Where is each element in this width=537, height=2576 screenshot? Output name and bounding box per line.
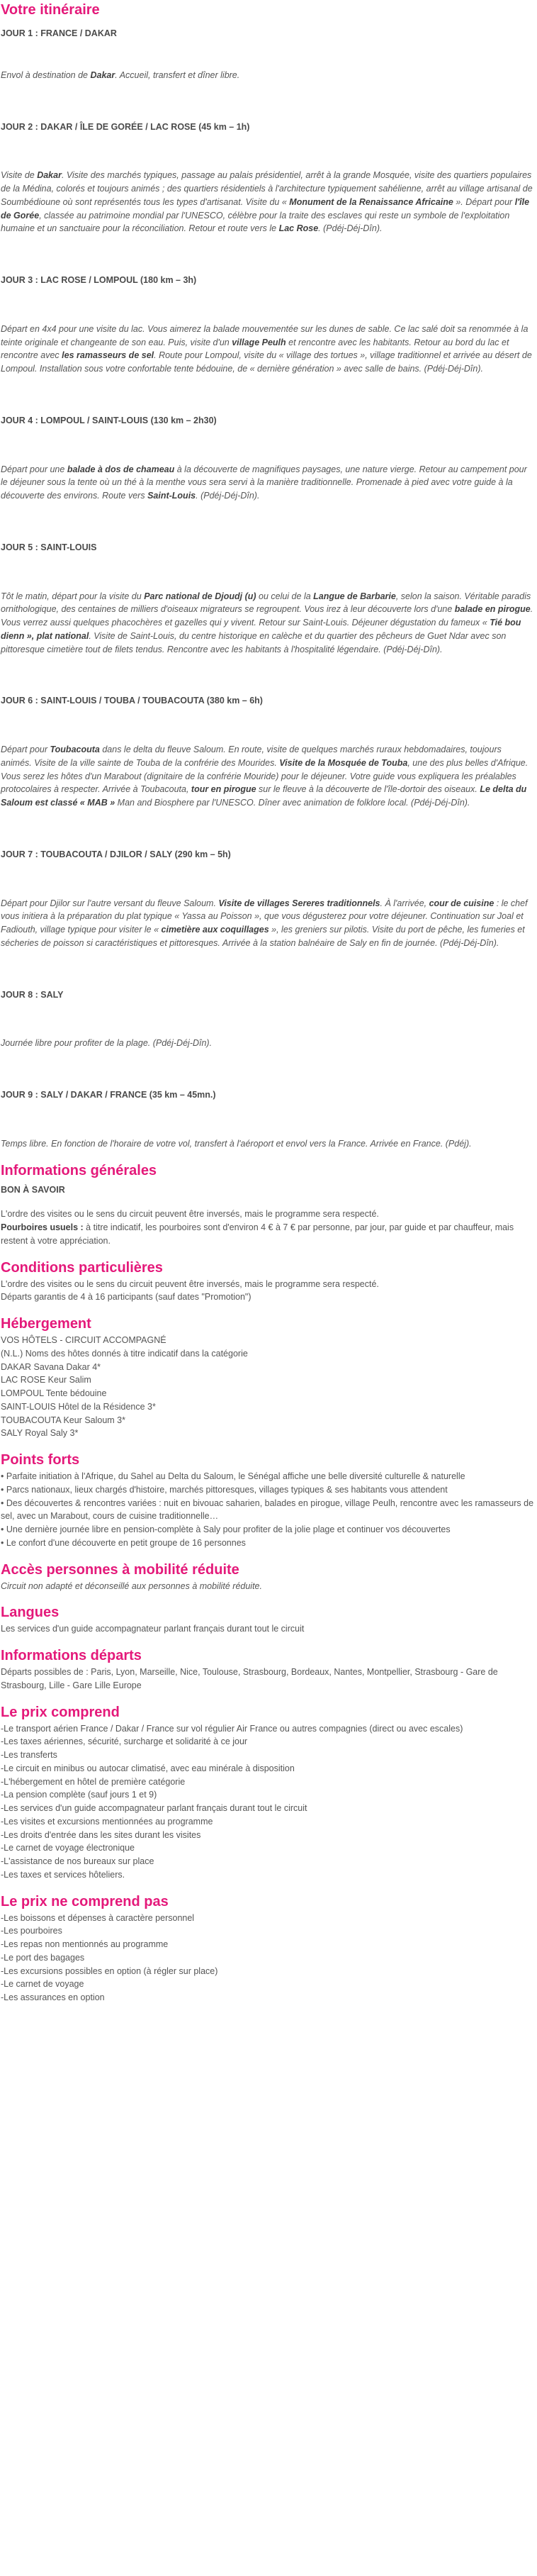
highlight-text: Parfaite initiation à l'Afrique, du Sahel au Delta du Saloum, le Sénégal affiche une belle diversité culturelle & naturelle [6,1471,465,1481]
day-text-highlight: cimetière aux coquillages [161,925,269,935]
price-excludes-line: -Les boissons et dépenses à caractère personnel [1,1912,195,1923]
highlight-item [1,1523,534,1537]
highlight-text: Des découvertes & rencontres variées : nuit en bivouac saharien, balades en pirogue, village Peulh, rencontre avec les ramasseurs de sel, avec un Marabout, cours de cuisine traditionnelle… [1,1498,534,1522]
day-description [1,463,534,503]
day-text-run: . (Pdéj-Déj-Dîn). [318,223,383,234]
itinerary-days [1,20,534,1151]
access-title: Accès personnes à mobilité réduite [1,1561,239,1578]
day-spacer [1,43,534,69]
day-title: JOUR 5 : SAINT-LOUIS [1,542,97,552]
day-text-run: à la découverte de magnifiques paysages, une nature vierge. Retour au campement pour le déjeuner sous la tente où un thé à la menthe vous sera servi à la manière traditionnelle. Promenade à pied avec votre guide à la découverte des environs. Route vers [1,464,527,501]
day-separator [1,503,534,541]
general-info-title: Informations générales [1,1162,157,1178]
day-text-run: dans le delta du fleuve Saloum. En route, visite de quelques marchés ruraux hebdomadaires, toujours animés. Visite de la ville sainte de Touba de la confrérie des Mourides. [1,745,502,768]
highlight-item [1,1483,534,1497]
price-excludes-line: -Les assurances en option [1,1992,105,2002]
day-text-highlight: Monument de la Renaissance Africaine [289,196,453,207]
tips-text: à titre indicatif, les pourboires sont d'environ 4 € à 7 € par personne, par jour, par guide et par chauffeur, mais restent à votre appréciation. [1,1222,514,1246]
day-text-highlight: balade en pirogue [454,604,531,615]
day-text-highlight: Visite de la Mosquée de Touba [279,757,408,768]
price-includes-title: Le prix comprend [1,1704,120,1720]
bullet-icon: • [1,1524,6,1534]
day-text-run: . (Pdéj-Déj-Dîn). [196,491,260,501]
price-includes-line: -Le circuit en minibus ou autocar climatisé, avec eau minérale à disposition [1,1763,295,1773]
day-title: JOUR 9 : SALY / DAKAR / FRANCE (35 km – 45mn.) [1,1090,216,1100]
day-text-run: Journée libre pour profiter de la plage. (Pdéj-Déj-Dîn). [1,1038,213,1049]
day-separator [1,82,534,121]
day-separator [1,950,534,988]
day-text-run: Départ pour [1,745,50,754]
bullet-icon: • [1,1537,6,1548]
day-text-run: . Vous verrez aussi quelques phacochères et gazelles qui y vivent. Retour sur Saint-Louis. Déjeuner dégustation du fameux « [1,604,533,628]
day-spacer [1,430,534,463]
day-text-run: . Accueil, transfert et dîner libre. [115,69,240,80]
day-description [1,897,534,950]
price-includes-line: -La pension complète (sauf jours 1 et 9) [1,1790,157,1800]
day-separator [1,235,534,274]
bullet-icon: • [1,1498,6,1508]
lodging-line: (N.L.) Noms des hôtes donnés à titre indicatif dans la catégorie [1,1348,248,1359]
day-text-run: Départ en 4x4 pour une visite du lac. Vous aimerez la balade mouvementée sur les dunes de sable. Ce lac salé doit sa renommée à la teinte originale et changeante de son eau. Puis, visite d'un [1,323,528,347]
day-text-highlight: l'île de Gorée [1,196,530,221]
day-text-run: , selon la saison. Véritable paradis ornithologique, des centaines de milliers d'oiseaux migrateurs se regroupent. Vous irez à leur découverte lors d'une [1,591,531,615]
itinerary-day [1,274,534,414]
day-text-run: Temps libre. En fonction de l'horaire de votre vol, transfert à l'aéroport et envol vers la France. Arrivée en France. (Pdéj). [1,1138,472,1149]
itinerary-day [1,541,534,695]
price-includes-line: -Les droits d'entrée dans les sites durant les visites [1,1829,201,1840]
price-includes-line: -Les taxes et services hôteliers. [1,1869,125,1880]
day-text-highlight: Langue de Barbarie [313,591,396,601]
day-title: JOUR 6 : SAINT-LOUIS / TOUBA / TOUBACOUTA (380 km – 6h) [1,696,263,706]
lodging-title: Hébergement [1,1316,91,1332]
day-spacer [1,136,534,169]
lodging-list [1,1334,534,1440]
conditions-line: Départs garantis de 4 à 16 participants (sauf dates "Promotion") [1,1292,251,1303]
day-text-highlight: tour en pirogue [191,784,256,795]
day-text-run: ». Départ pour [453,196,515,207]
day-title: JOUR 4 : LOMPOUL / SAINT-LOUIS (130 km – 2h30) [1,415,217,425]
lodging-line: VOS HÔTELS - CIRCUIT ACCOMPAGNÉ [1,1335,166,1345]
day-separator [1,656,534,694]
access-text: Circuit non adapté et déconseillé aux personnes à mobilité réduite. [1,1580,262,1591]
price-excludes-line: -Les repas non mentionnés au programme [1,1939,169,1949]
day-text-highlight: les ramasseurs de sel [62,350,154,361]
day-text-run: , une des plus belles d'Afrique. Vous serez les hôtes d'un Marabout (dignitaire de la confrérie Mouride) pour le déjeuner. Votre guide vous expliquera les préalables protocolaires à respecter. Arrivée à Toubacouta, [1,757,528,795]
bullet-icon: • [1,1484,6,1495]
day-text-run: sur le fleuve à la découverte de l'île-dortoir des oiseaux. [256,784,480,795]
day-description [1,1037,534,1050]
general-info-order-text: L'ordre des visites ou le sens du circuit peuvent être inversés, mais le programme sera respecté. [1,1209,379,1220]
day-text-run: . Visite des marchés typiques, passage au palais présidentiel, arrêt à la grande Mosquée, visite des quartiers populaires de la Médina, colorés et toujours animés ; des quartiers résidentiels à l'architecture typiquement sahélienne, arrêt au village artisanal de Soumbédioune où sont représentés tous les types d'artisanat. Visite du « [1,170,533,207]
day-text-highlight: Lac Rose [278,223,319,234]
conditions-line: L'ordre des visites ou le sens du circuit peuvent être inversés, mais le programme sera respecté. [1,1278,379,1289]
lodging-line: LAC ROSE Keur Salim [1,1375,91,1385]
day-text-highlight: Visite de villages Sereres traditionnels [218,898,380,908]
conditions-list [1,1278,534,1305]
day-title: JOUR 7 : TOUBACOUTA / DJILOR / SALY (290 km – 5h) [1,849,231,859]
day-description [1,590,534,657]
day-separator [1,1050,534,1088]
price-includes-line: -Les transferts [1,1750,57,1760]
lodging-line: TOUBACOUTA Keur Saloum 3* [1,1415,125,1425]
itinerary-day [1,414,534,541]
day-spacer [1,1105,534,1137]
day-title: JOUR 1 : FRANCE / DAKAR [1,28,117,38]
itinerary-title: Votre itinéraire [1,2,100,18]
day-text-run: Départ pour une [1,464,67,474]
day-spacer [1,290,534,323]
day-text-run: , classée au patrimoine mondial par l'UNESCO, célèbre pour la traite des esclaves qui reste un symbole de l'exploitation humaine et un sanctuaire pour la réconciliation. Retour et route vers le [1,210,510,234]
day-text-run: : le chef vous initiera à la préparation du plat typique « Yassa au Poisson », que vous dégusterez pour votre déjeuner. Continuation sur Joal et Fadiouth, village typique pour visiter le « [1,898,528,935]
day-text-highlight: balade à dos de chameau [67,464,175,474]
day-text-highlight: Saint-Louis [147,491,196,501]
highlight-item [1,1497,534,1524]
day-text-run: Man and Biosphere par l'UNESCO. Dîner avec animation de folklore local. (Pdéj-Déj-Dîn). [115,798,470,808]
itinerary-day [1,1088,534,1151]
day-spacer [1,557,534,590]
day-text-highlight: Parc national de Djoudj (u) [144,591,256,601]
highlight-text: Parcs nationaux, lieux chargés d'histoire, marchés pittoresques, villages typiques & ses habitants vous attendent [6,1484,448,1495]
languages-text: Les services d'un guide accompagnateur parlant français durant tout le circuit [1,1624,305,1634]
highlight-text: Une dernière journée libre en pension-complète à Saly pour profiter de la jolie plage et continuer vos découvertes [6,1524,451,1534]
day-description [1,1137,534,1151]
highlight-item [1,1537,534,1550]
day-text-run: », les greniers sur pilotis. Visite du port de pêche, les fumeries et sécheries de poisson si caractéristiques et pittoresques. Arrivée à la station balnéaire de Saly en fin de journée. (Pdéj-Déj-Dîn). [1,925,525,948]
price-excludes-line: -Le port des bagages [1,1952,85,1963]
general-info-tips [1,1221,534,1248]
day-text-highlight: Le delta du Saloum est classé « MAB » [1,784,527,808]
highlight-text: Le confort d'une découverte en petit groupe de 16 personnes [6,1537,246,1548]
day-text-run: . À l'arrivée, [380,898,429,908]
day-description [1,69,534,82]
price-excludes-line: -Le carnet de voyage [1,1979,84,1990]
day-spacer [1,864,534,897]
day-text-highlight: Tié bou dienn », plat national [1,618,521,641]
price-includes-line: -L'hébergement en hôtel de première catégorie [1,1776,186,1787]
price-includes-line: -Le carnet de voyage électronique [1,1843,135,1853]
itinerary-day [1,988,534,1089]
price-includes-line: -L'assistance de nos bureaux sur place [1,1856,154,1866]
day-description [1,323,534,376]
day-spacer [1,1004,534,1037]
day-title: JOUR 8 : SALY [1,989,64,1000]
price-includes-line: -Les taxes aériennes, sécurité, surcharge et solidarité à ce jour [1,1736,248,1747]
day-text-highlight: Dakar [90,69,115,80]
day-text-run: et rencontre avec les habitants. Retour au bord du lac et rencontre avec [1,337,509,361]
day-description [1,743,534,810]
day-text-run: . Route pour Lompoul, visite du « village des tortues », village traditionnel et arrivée au désert de Lompoul. Installation sous votre confortable tente bédouine, de « dernière génération » avec salle de bains. (Pdéj-Déj-Dîn). [1,350,532,374]
day-title: JOUR 3 : LAC ROSE / LOMPOUL (180 km – 3h) [1,275,197,285]
lodging-line: LOMPOUL Tente bédouine [1,1388,107,1398]
day-separator [1,810,534,848]
highlight-item [1,1470,534,1483]
day-text-highlight: village Peulh [232,337,286,347]
bullet-icon: • [1,1471,6,1481]
lodging-line: SALY Royal Saly 3* [1,1428,79,1439]
price-includes-list [1,1722,534,1882]
general-info-subtitle: BON À SAVOIR [1,1184,65,1195]
price-includes-line: -Les visites et excursions mentionnées au programme [1,1816,213,1827]
day-text-highlight: Toubacouta [50,745,100,754]
departures-text: Départs possibles de : Paris, Lyon, Marseille, Nice, Toulouse, Strasbourg, Bordeaux, Nantes, Montpellier, Strasbourg - Gare de Strasbourg, Lille - Gare Lille Europe [1,1667,498,1690]
price-excludes-list [1,1912,534,2005]
day-text-highlight: cour de cuisine [429,898,494,908]
price-excludes-line: -Les pourboires [1,1926,62,1936]
day-spacer [1,710,534,743]
price-excludes-line: -Les excursions possibles en option (à régler sur place) [1,1966,218,1976]
tips-label: Pourboires usuels : [1,1222,84,1232]
lodging-line: DAKAR Savana Dakar 4* [1,1361,101,1372]
departures-title: Informations départs [1,1648,142,1663]
price-includes-line: -Les services d'un guide accompagnateur parlant français durant tout le circuit [1,1803,307,1813]
price-excludes-title: Le prix ne comprend pas [1,1893,169,1909]
day-title: JOUR 2 : DAKAR / ÎLE DE GORÉE / LAC ROSE (45 km – 1h) [1,121,250,132]
price-includes-line: -Le transport aérien France / Dakar / France sur vol régulier Air France ou autres compagnies (direct ou avec escales) [1,1723,463,1734]
highlights-list [1,1470,534,1550]
day-text-run: Visite de [1,170,38,181]
day-text-run: Départ pour Djilor sur l'autre versant du fleuve Saloum. [1,898,219,908]
highlights-title: Points forts [1,1452,80,1468]
day-separator [1,376,534,414]
lodging-line: SAINT-LOUIS Hôtel de la Résidence 3* [1,1401,156,1412]
day-text-highlight: Dakar [37,170,62,181]
day-text-run: . Visite de Saint-Louis, du centre historique en calèche et du quartier des pêcheurs de Guet Ndar avec son pittoresque cimetière tout de filets tendus. Rencontre avec les habitants à l'hospitalité légendaire. (Pdéj-Déj-Dîn). [1,630,507,654]
conditions-title: Conditions particulières [1,1259,163,1276]
itinerary-day [1,848,534,988]
day-description [1,169,534,235]
itinerary-day [1,121,534,274]
day-text-run: Tôt le matin, départ pour la visite du [1,591,145,601]
day-text-run: ou celui de la [256,591,314,601]
itinerary-day [1,694,534,848]
day-text-run: Envol à destination de [1,69,91,80]
itinerary-day [1,20,534,121]
languages-title: Langues [1,1605,60,1621]
